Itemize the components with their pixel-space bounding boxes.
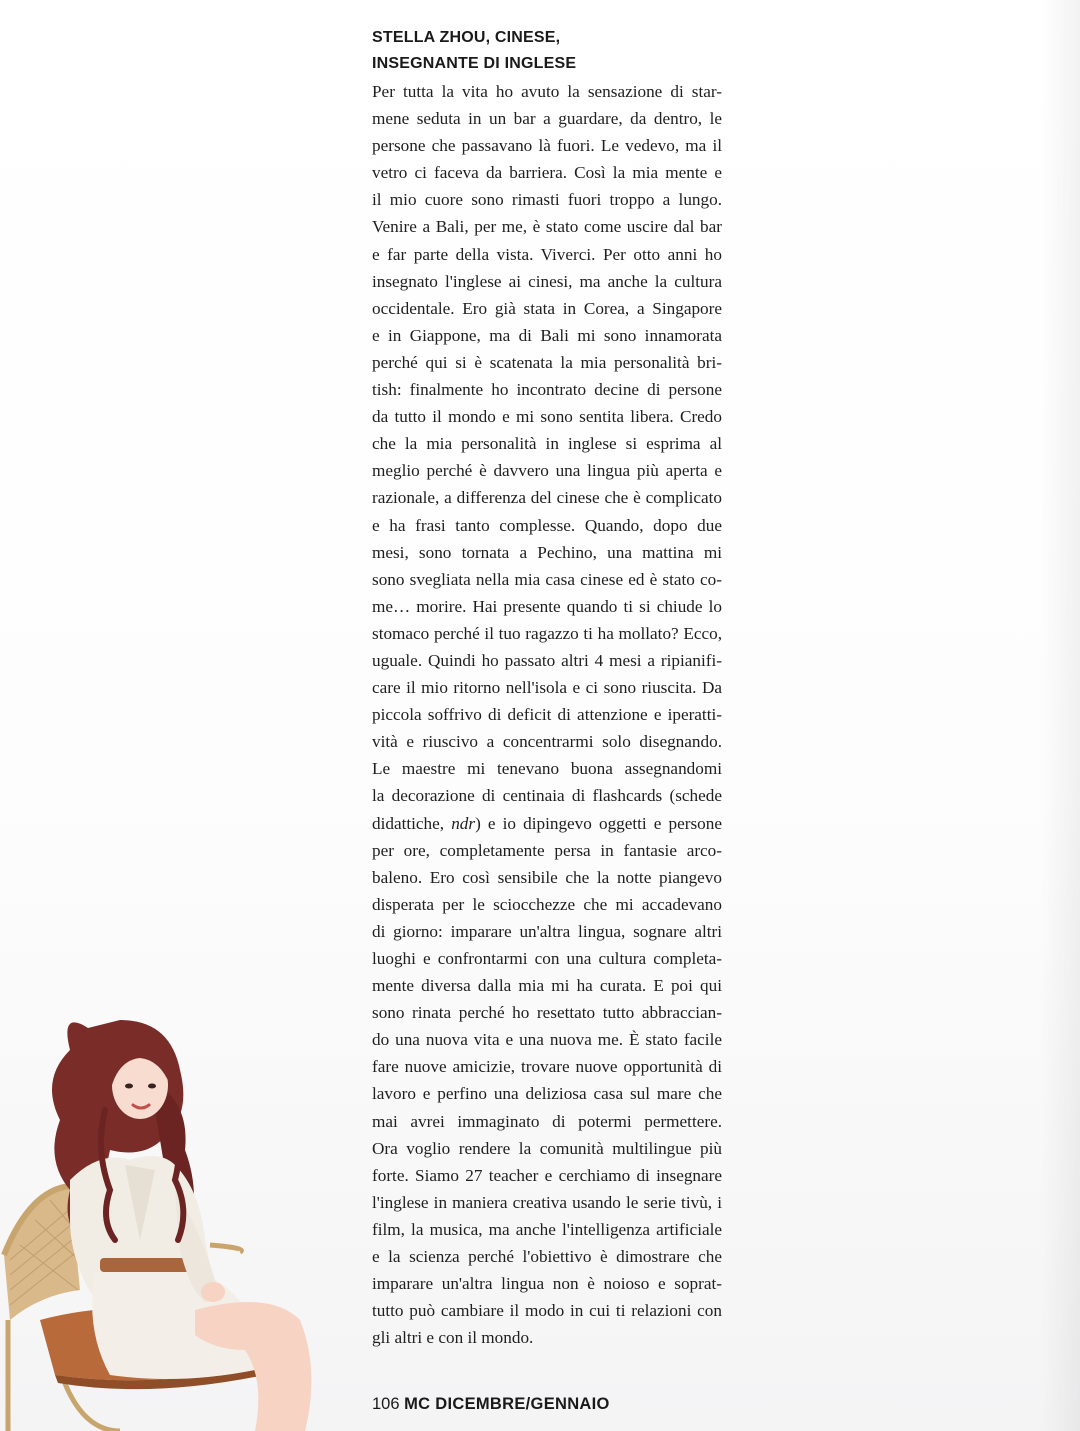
- article-line: mesi, sono tornata a Pechino, una mattina mi: [372, 542, 722, 562]
- article-line: insegnato l'inglese ai cinesi, ma anche la cultura: [372, 271, 722, 291]
- article-line: didattiche, ndr) e io dipingevo oggetti e persone: [372, 813, 722, 833]
- article-line: imparare un'altra lingua non è noioso e soprat-: [372, 1274, 722, 1294]
- page-number: 106: [372, 1395, 400, 1413]
- article-line: che la mia personalità in inglese si esprima al: [372, 434, 722, 454]
- article-line: il mio cuore sono rimasti fuori troppo a lungo.: [372, 190, 722, 210]
- article-line: da tutto il mondo e mi sono sentita libera. Credo: [372, 407, 722, 427]
- article-line: e far parte della vista. Viverci. Per otto anni ho: [372, 244, 722, 264]
- page-footer: [372, 1395, 610, 1414]
- article-line: sono svegliata nella mia casa cinese ed è stato co-: [372, 569, 722, 589]
- article-line: tutto può cambiare il modo in cui ti relazioni con: [372, 1301, 722, 1321]
- article-line: vità e riuscivo a concentrarmi solo disegnando.: [372, 732, 722, 752]
- page-spine-shadow: [1040, 0, 1080, 1431]
- article-line: disperata per le sciocchezze che mi accadevano: [372, 894, 722, 914]
- article-line: film, la musica, ma anche l'intelligenza artificiale: [372, 1219, 722, 1239]
- article-line: Per tutta la vita ho avuto la sensazione di star-: [372, 82, 722, 101]
- article-line: uguale. Quindi ho passato altri 4 mesi a ripianifi-: [372, 650, 722, 670]
- belt: [100, 1258, 195, 1272]
- article-line: e la scienza perché l'obiettivo è dimostrare che: [372, 1247, 722, 1267]
- article-line: e ha frasi tanto complesse. Quando, dopo due: [372, 515, 722, 535]
- article-line: la decorazione di centinaia di flashcards (schede: [372, 786, 722, 806]
- article-line: sono rinata perché ho resettato tutto abbraccian-: [372, 1003, 722, 1023]
- article-line: vetro ci faceva da barriera. Così la mia mente e: [372, 163, 722, 183]
- article-line: razionale, a differenza del cinese che è complicato: [372, 488, 722, 508]
- article-line: stomaco perché il tuo ragazzo ti ha mollato? Ecco,: [372, 623, 722, 643]
- article-line: e in Giappone, ma di Bali mi sono innamorata: [372, 325, 722, 345]
- article-line: occidentale. Ero già stata in Corea, a Singapore: [372, 298, 722, 318]
- heading-line-2: INSEGNANTE DI INGLESE: [372, 55, 577, 72]
- article-line: tish: finalmente ho incontrato decine di persone: [372, 380, 722, 400]
- article-line: di giorno: imparare un'altra lingua, sognare altri: [372, 921, 722, 941]
- heading-line-1: STELLA ZHOU, CINESE,: [372, 29, 561, 46]
- article-line: do una nuova vita e una nuova me. È stato facile: [372, 1030, 722, 1050]
- article-line: Le maestre mi tenevano buona assegnandomi: [372, 759, 722, 779]
- article-line: mene seduta in un bar a guardare, da dentro, le: [372, 109, 722, 129]
- article-line: piccola soffrivo di deficit di attenzione e iperatti-: [372, 705, 722, 725]
- article-line: luoghi e confrontarmi con una cultura completa-: [372, 949, 722, 968]
- article-line: meglio perché è davvero una lingua più aperta e: [372, 461, 722, 481]
- article-line: l'inglese in maniera creativa usando le serie tivù, i: [372, 1192, 722, 1212]
- article-line: mai avrei immaginato di potermi permettere.: [372, 1111, 722, 1131]
- portrait-photo: [0, 990, 320, 1431]
- article-line: persone che passavano là fuori. Le vedevo, ma il: [372, 136, 722, 156]
- article-line: fare nuove amicizie, trovare nuove opportunità di: [372, 1057, 722, 1077]
- article-line: Venire a Bali, per me, è stato come uscire dal bar: [372, 217, 722, 237]
- article-line: care il mio ritorno nell'isola e ci sono riuscita. Da: [372, 678, 722, 698]
- article-line: per ore, completamente persa in fantasie arco-: [372, 840, 722, 860]
- article-line: forte. Siamo 27 teacher e cerchiamo di insegnare: [372, 1165, 722, 1185]
- article-body: [372, 78, 722, 1351]
- article-line: me… morire. Hai presente quando ti si chiude lo: [372, 596, 722, 616]
- article-line: Ora voglio rendere la comunità multilingue più: [372, 1138, 722, 1158]
- article-line: baleno. Ero così sensibile che la notte piangevo: [372, 867, 722, 887]
- article-line: mente diversa dalla mia mi ha curata. E poi qui: [372, 976, 722, 996]
- article-heading: [372, 25, 732, 77]
- article-line: perché qui si è scatenata la mia personalità bri-: [372, 352, 722, 372]
- article-line: lavoro e perfino una deliziosa casa sul mare che: [372, 1084, 722, 1104]
- publication-name: MC DICEMBRE/GENNAIO: [404, 1395, 610, 1413]
- article-line: gli altri e con il mondo.: [372, 1328, 534, 1348]
